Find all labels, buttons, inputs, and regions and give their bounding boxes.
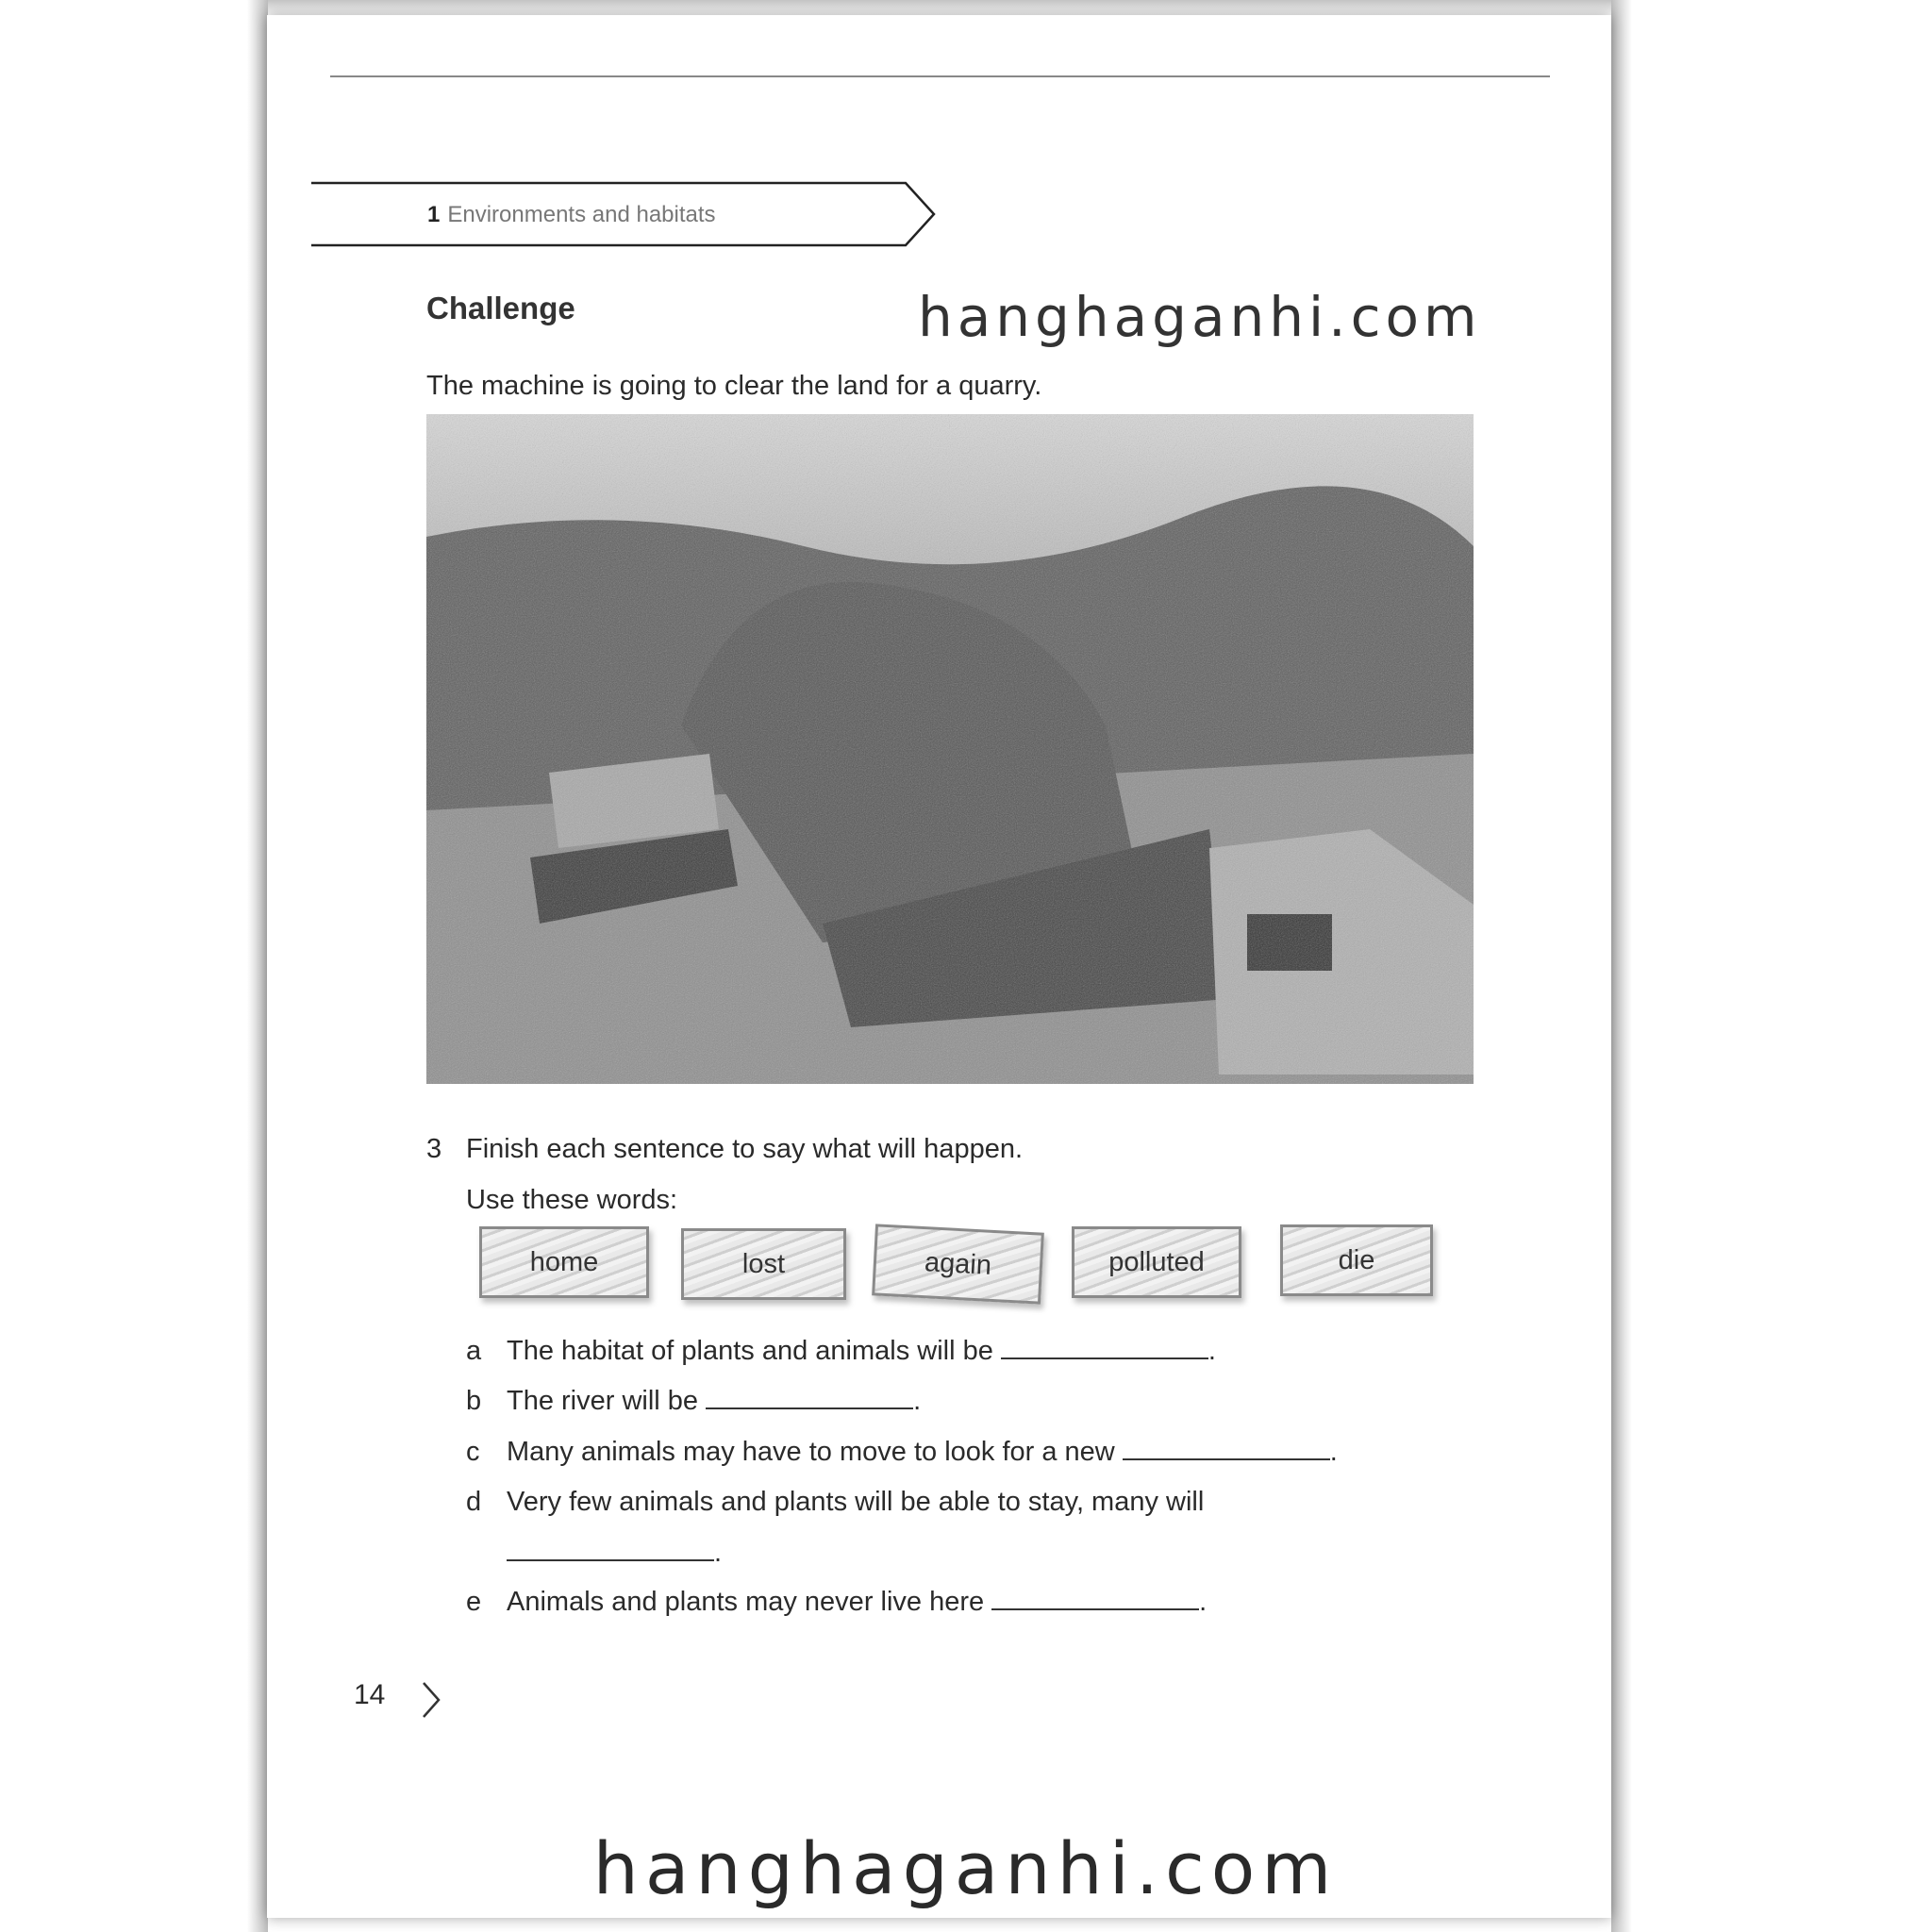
question-instruction: Finish each sentence to say what will happen. xyxy=(466,1134,1024,1164)
watermark-top: hanghaganhi.com xyxy=(918,285,1482,349)
word-card-home: home xyxy=(479,1226,649,1298)
unit-title: Environments and habitats xyxy=(447,202,716,227)
unit-number: 1 xyxy=(427,202,441,227)
word-card-again: again xyxy=(872,1224,1044,1304)
item-end: . xyxy=(1199,1587,1208,1617)
item-text: The habitat of plants and animals will be xyxy=(507,1336,993,1366)
item-end: . xyxy=(714,1538,723,1568)
word-card-die: die xyxy=(1280,1224,1433,1296)
question-number: 3 xyxy=(426,1134,442,1164)
item-text: Animals and plants may never live here xyxy=(507,1587,985,1617)
intro-text: The machine is going to clear the land for a quarry. xyxy=(426,371,1042,401)
quarry-machine-photo xyxy=(426,414,1474,1084)
item-text: Very few animals and plants will be able to stay, many will xyxy=(507,1487,1205,1517)
page-shadow xyxy=(247,0,268,1932)
word-card-lost: lost xyxy=(681,1228,846,1300)
item-text: Many animals may have to move to look for a new xyxy=(507,1437,1115,1467)
page-number: 14 xyxy=(354,1679,386,1710)
item-letter: b xyxy=(466,1386,482,1416)
answer-blank[interactable] xyxy=(706,1387,913,1409)
sentence-d-blank xyxy=(507,1538,722,1569)
answer-blank[interactable] xyxy=(991,1588,1199,1610)
chevron-right-icon xyxy=(421,1681,441,1719)
item-letter: e xyxy=(466,1587,482,1617)
item-end: . xyxy=(1208,1336,1216,1366)
top-rule xyxy=(330,75,1550,77)
use-words-label: Use these words: xyxy=(466,1185,678,1215)
item-letter: d xyxy=(466,1487,482,1517)
item-letter: a xyxy=(466,1336,482,1366)
workbook-page xyxy=(267,15,1611,1918)
section-title: Challenge xyxy=(426,291,575,325)
answer-blank[interactable] xyxy=(1123,1438,1330,1460)
item-text: The river will be xyxy=(507,1386,699,1416)
unit-heading xyxy=(427,202,716,228)
watermark-bottom: hanghaganhi.com xyxy=(592,1826,1339,1910)
answer-blank[interactable] xyxy=(1001,1337,1208,1359)
page-shadow xyxy=(247,0,1632,15)
item-end: . xyxy=(913,1386,922,1416)
item-end: . xyxy=(1329,1437,1338,1467)
page-shadow xyxy=(1611,0,1632,1932)
word-card-polluted: polluted xyxy=(1072,1226,1241,1298)
item-letter: c xyxy=(466,1437,480,1467)
answer-blank[interactable] xyxy=(507,1539,714,1561)
